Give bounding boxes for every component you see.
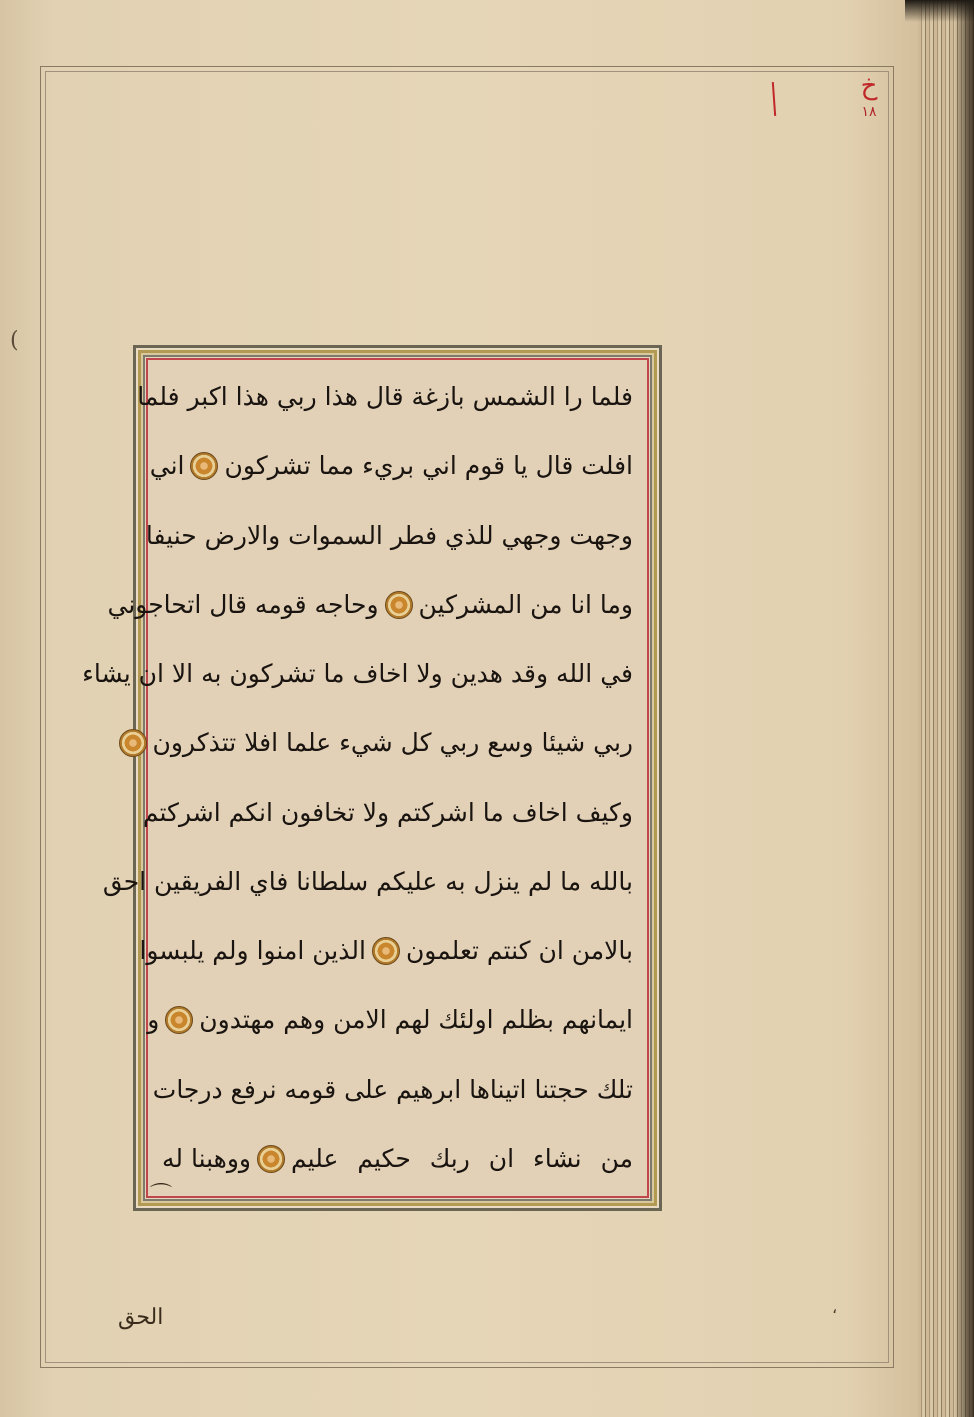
text-line-main: تلك حجتنا اتيناها ابرهيم على قومه نرفع درجات [152,1074,633,1104]
text-line [142,782,633,844]
text-line [147,989,633,1051]
gold-rosette-icon [372,937,400,965]
text-line-main: ربي شيئا وسع ربي كل شيء علما افلا تتذكرون [152,728,633,758]
margin-side-mark: ( [10,328,19,353]
text-block [82,366,633,1190]
text-line-main: في الله وقد هدين ولا اخاف ما تشركون به الا ان يشاء [82,659,633,689]
text-line-main: وما انا من المشركين [418,589,633,619]
margin-foot-mark: ، [832,1298,838,1317]
binding-shadow [905,0,974,22]
folio-letter: خ [860,71,878,101]
text-line [145,505,633,567]
text-line-continuation: الذين امنوا ولم يلبسوا [139,936,366,966]
text-line [139,920,633,982]
text-line [82,643,633,705]
page-edges [918,0,974,1417]
text-line [152,1059,633,1121]
text-line-main: ايمانهم بظلم اولئك لهم الامن وهم مهتدون [199,1005,633,1035]
text-line-continuation: ووهبنا له [162,1143,252,1173]
text-line [107,574,633,636]
text-line-main: بالله ما لم ينزل به عليكم سلطانا فاي الفريقين احق [102,866,633,896]
text-line [162,1128,633,1190]
text-line-continuation: اني [149,451,185,481]
text-line-main: من نشاء ان ربك حكيم عليم [291,1143,633,1173]
gold-rosette-icon [385,591,413,619]
text-line-main: وجهت وجهي للذي فطر السموات والارض حنيفا [145,520,633,550]
text-line-continuation: وحاجه قومه قال اتحاجوني [107,589,379,619]
catchword: الحق [118,1305,164,1330]
text-line-main: وكيف اخاف ما اشركتم ولا تخافون انكم اشركتم [142,797,633,827]
gold-rosette-icon [119,729,147,757]
text-line-main: افلت قال يا قوم اني بريء مما تشركون [224,451,633,481]
text-line [102,851,633,913]
text-line-main: فلما را الشمس بازغة قال هذا ربي هذا اكبر فلما [137,382,633,411]
corner-curl-mark: ⌒ [150,1183,173,1208]
gold-rosette-icon [190,452,218,480]
gold-rosette-icon [165,1006,193,1034]
folio-number: ١٨ [861,104,877,120]
text-line [137,366,633,428]
text-panel [82,345,662,1211]
text-line [152,712,633,774]
gold-rosette-icon [257,1145,285,1173]
text-line-continuation: و [147,1005,160,1035]
text-line [149,435,633,497]
text-line-main: بالامن ان كنتم تعلمون [405,936,633,966]
